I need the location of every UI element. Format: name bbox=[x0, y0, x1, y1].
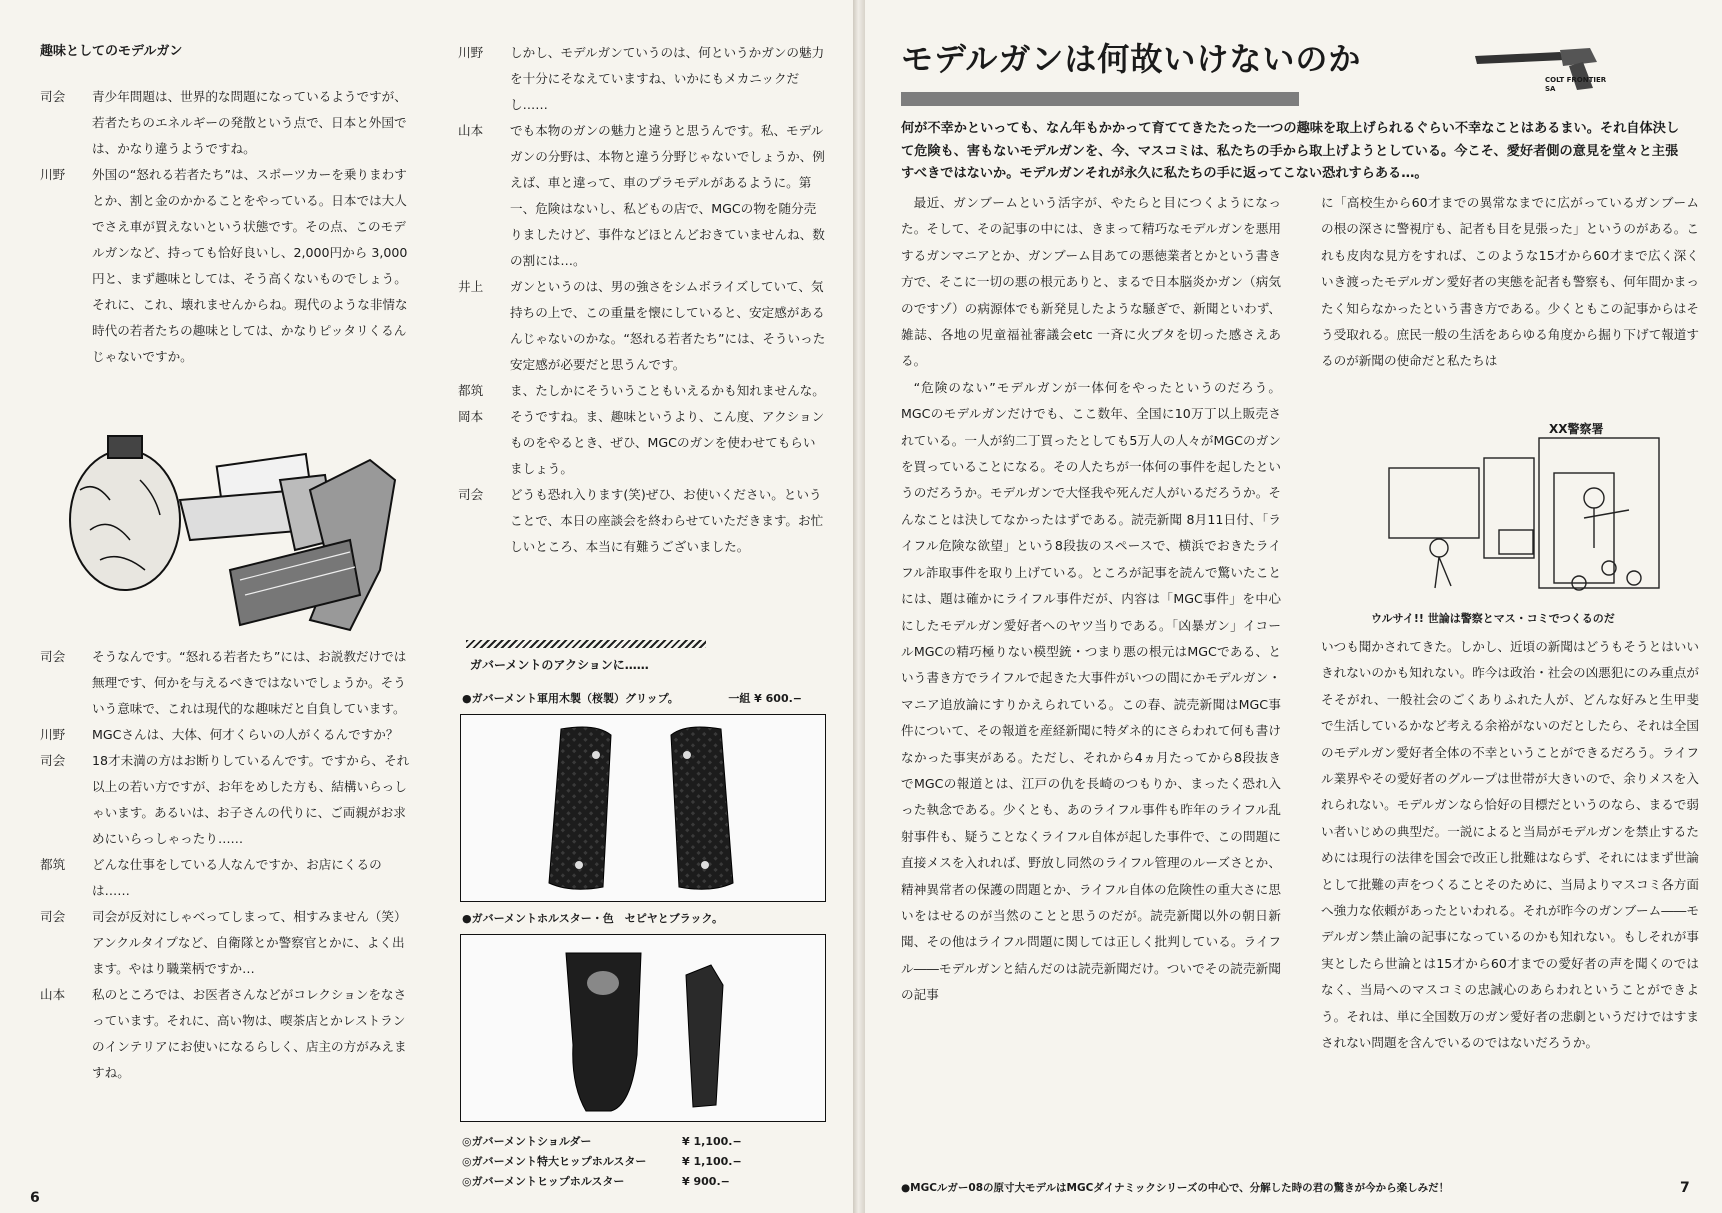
utterance: ま、たしかにそういうこともいえるかも知れませんな。 bbox=[510, 383, 825, 398]
ad-heading: ガバーメントのアクションに…… bbox=[470, 658, 649, 672]
speaker: 司会 bbox=[40, 909, 66, 924]
grip-photo-box bbox=[460, 714, 826, 902]
utterance: どうも恐れ入ります(笑)ぜひ、お使いください。ということで、本日の座談会を終わらせていただきます。お忙しいところ、本当に有難うございました。 bbox=[510, 487, 824, 554]
utterance: 私のところでは、お医者さんなどがコレクションをなさっています。それに、高い物は、喫茶店とかレストランのインテリアにお使いになるらしく、店主の方がみえますね。 bbox=[92, 987, 407, 1080]
price-row-price: ¥ 900.− bbox=[682, 1175, 730, 1188]
dialogue-column-1-top bbox=[40, 84, 410, 370]
dialogue-row bbox=[458, 274, 828, 378]
speaker: 山本 bbox=[40, 987, 66, 1002]
footer-note: ●MGCルガー08の原寸大モデルはMGCダイナミックシリーズの中心で、分解した時の君の驚きが今から楽しみだ！ bbox=[901, 1182, 1450, 1194]
right-page bbox=[865, 0, 1722, 1213]
speaker: 川野 bbox=[40, 167, 66, 182]
dialogue-row bbox=[40, 982, 410, 1086]
dialogue-row bbox=[40, 852, 410, 904]
utterance: どんな仕事をしている人なんですか、お店にくるのは…… bbox=[92, 857, 382, 898]
utterance: 青少年問題は、世界的な問題になっているようですが、若者たちのエネルギーの発散という点で、日本と外国では、かなり違うようですね。 bbox=[92, 89, 407, 156]
dialogue-row bbox=[458, 118, 828, 274]
ad-item-2-caption bbox=[462, 910, 723, 926]
paragraph: 最近、ガンブームという活字が、やたらと目につくようになった。そして、その記事の中には、きまって精巧なモデルガンを悪用するガンマニアとか、ガンブーム目あての悪徳業者とかという書き方で、そこに一切の悪の根元ありと、まるで日本脳炎かガン（病気のですゾ）の病源体でも新発見したような騒ぎで、新聞といわず、雑誌、各地の児童福祉審議会etc 一斉に火ブタを切った感さえある。 bbox=[901, 195, 1281, 369]
page-number-left: 6 bbox=[30, 1190, 40, 1206]
ad-item-1-price: 一組 ¥ 600.− bbox=[728, 692, 802, 705]
holster-photo-box bbox=[460, 934, 826, 1122]
speaker: 山本 bbox=[458, 123, 484, 138]
title-underline-bar bbox=[901, 92, 1299, 106]
dialogue-row bbox=[40, 748, 410, 852]
speaker: 都筑 bbox=[458, 383, 484, 398]
speaker: 井上 bbox=[458, 279, 484, 294]
article-column-2-bottom: いつも聞かされてきた。しかし、近頃の新聞はどうもそうとはいいきれないのかも知れない。昨今は政治・社会の凶悪犯にのみ重点がそそがれ、一般社会のごくありふれた人が、どんな好みと生甲斐で生活しているかなど考える余裕がないのだとしたら、それは全国のモデルガン愛好者全体の不幸ということができるだろう。ライフル業界やその愛好者のグループは世帯が大きいので、余りメスを入れられない。モデルガンなら恰好の目標だというのなら、まるで弱い者いじめの典型だ。一説によると当局がモデルガンを禁止するためには現行の法律を国会で改正し批難はならず、それにはまず世論として批難の声をつくることそのために、当局よりマスコミ各方面へ強力な依頼があったといわれる。それが昨今のガンブーム――モデルガン禁止論の記事になっているのかも知れない。もしそれが事実としたら世論とは15才から60才までの愛好者の声を聞くのではなく、当局へのマスコミの忠誠心のあらわれということができよう。それは、単に全国数万のガン愛好者の悲劇というだけではすまされない問題を含んでいるのではないだろうか。 bbox=[1321, 639, 1699, 1051]
price-row-name: ◎ガバーメントヒップホルスター bbox=[462, 1175, 625, 1188]
utterance: 外国の“怒れる若者たち”は、スポーツカーを乗りまわすとか、割と金のかかることをやっている。日本では大人でさえ車が買えないという状態です。その点、このモデルガンなど、持っても恰好良いし、2,000円から 3,000円と、まず趣味としては、そう高くないものでしょう。それに、これ、壊れませんからね。現代のような非情な時代の若者たちの趣味としては、かなりピッタリくるんじゃないですか。 bbox=[92, 167, 408, 364]
dialogue-row bbox=[458, 404, 828, 482]
page-number-right: 7 bbox=[1680, 1180, 1690, 1196]
price-row-name: ◎ガバーメント特大ヒップホルスター bbox=[462, 1155, 647, 1168]
dialogue-column-1-bottom bbox=[40, 644, 410, 1086]
cartoon-caption: ウルサイ!! 世論は警察とマス・コミでつくるのだ bbox=[1371, 612, 1615, 625]
model-gun-illustration bbox=[50, 420, 410, 640]
paragraph: “危険のない”モデルガンが一体何をやったというのだろう。MGCのモデルガンだけでも、ここ数年、全国に10万丁以上販売されている。一人が約二丁買ったとしても5万人の人々がMGCのガンを買っていることになる。その人たちが一体何の事件を起したというのだろうか。モデルガンで大怪我や死んだ人がいるだろうか。そんなことは決してなかったはずである。読売新聞 8月11日付、「ライフル危険な欲望」という8段抜のスペースで、横浜でおきたライフル詐取事件を取り上げている。ところが記事を読んで驚いたことには、題は確かにライフル事件だが、内容は「MGC事件」を中心にしたモデルガン愛好者へのヤツ当りである。「凶暴ガン」イコールMGCの精巧極りない模型銃・つまり悪の根元はMGCである、という書き方でライフルで起きた大事件がいつの間にかモデルガン・マニア追放論にすりかえられている。この春、読売新聞はMGC事件について、その報道を産経新聞に特ダネ的にさらわれて何も書けなかった事実がある。ただし、それから4ヵ月たってから8段抜きでMGCの報道とは、江戸の仇を長崎のつもりか、まったく恐れ入った執念である。少くとも、あのライフル事件も昨年のライフル乱射事件も、疑うことなくライフル自体が起した事件で、この問題に直接メスを入れれば、野放し同然のライフル管理のルーズさとか、精神異常者の保護の問題とか、ライフル自体の危険性の重大さに思いをはせるのが当然のことと思うのだが。読売新聞以外の朝日新聞、その他はライフル問題に関しては正しく批判している。ライフル――モデルガンと結んだのは読売新聞だけ。ついでその読売新聞の記事 bbox=[901, 379, 1282, 1003]
speaker: 司会 bbox=[40, 753, 66, 768]
utterance: 司会が反対にしゃべってしまって、相すみません（笑）アンクルタイプなど、自衛隊とか警察官とかに、よく出ます。やはり職業柄ですか… bbox=[92, 909, 407, 976]
article-column-2-top: に「高校生から60才までの異常なまでに広がっているガンブームの根の深さに警視庁も、記者も目を見張った」というのがある。これも皮肉な見方をすれば、このような15才から60才まで広く深くいき渡ったモデルガン愛好者の実態を記者も警察も、何年間かまったく知らなかったという書き方である。少くともこの記事からはそう受取れる。庶民一般の生活をあらゆる角度から掘り下げて報道するのが新聞の使命だと私たちは bbox=[1321, 195, 1699, 369]
article-title: モデルガンは何故いけないのか bbox=[901, 40, 1362, 78]
logo-text: COLT FRONTIER SA bbox=[1545, 76, 1607, 93]
left-page bbox=[0, 0, 853, 1213]
price-row-name: ◎ガバーメントショルダー bbox=[462, 1135, 592, 1148]
dialogue-column-2 bbox=[458, 40, 828, 560]
dialogue-row bbox=[458, 378, 828, 404]
dialogue-row bbox=[40, 84, 410, 162]
cartoon-sign: XX警察署 bbox=[1545, 420, 1608, 437]
article-column-1 bbox=[901, 190, 1281, 1009]
speaker: 川野 bbox=[40, 727, 66, 742]
ad-price-list bbox=[462, 1132, 762, 1192]
ad-item-1-name: ●ガバーメント軍用木製（桜製）グリップ。 bbox=[462, 692, 679, 705]
utterance: そうですね。ま、趣味というより、こん度、アクションものをやるとき、ぜひ、MGCのガンを使わせてもらいましょう。 bbox=[510, 409, 825, 476]
speaker: 司会 bbox=[40, 649, 66, 664]
utterance: ガンというのは、男の強さをシムボライズしていて、気持ちの上で、この重量を懐にしていると、安定感があるんじゃないのかな。“怒れる若者たち”には、そういった安定感が必要だと思うんです。 bbox=[510, 279, 826, 372]
dialogue-row bbox=[40, 722, 410, 748]
dialogue-row bbox=[458, 482, 828, 560]
utterance: そうなんです。“怒れる若者たち”には、お説教だけでは無理です、何かを与えるべきではないでしょうか。そういう意味で、これは現代的な趣味だと自負しています。 bbox=[92, 649, 407, 716]
grip-panels-icon bbox=[461, 715, 825, 901]
price-row-price: ¥ 1,100.− bbox=[682, 1155, 742, 1168]
speaker: 岡本 bbox=[458, 409, 484, 424]
speaker: 川野 bbox=[458, 45, 484, 60]
speaker: 司会 bbox=[458, 487, 484, 502]
price-row-price: ¥ 1,100.− bbox=[682, 1135, 742, 1148]
price-row bbox=[462, 1172, 762, 1192]
utterance: でも本物のガンの魅力と違うと思うんです。私、モデルガンの分野は、本物と違う分野じゃないでしょうか、例えば、車と違って、車のプラモデルがあるように。第一、危険はないし、私どもの店で、MGCの物を随分売りましたけど、事件などほとんどおきていませんね、数の割には…。 bbox=[510, 123, 825, 268]
utterance: しかし、モデルガンていうのは、何というかガンの魅力を十分にそなえていますね、いかにもメカニックだし…… bbox=[510, 45, 825, 112]
price-row bbox=[462, 1132, 762, 1152]
speaker: 都筑 bbox=[40, 857, 66, 872]
police-cartoon-illustration bbox=[1379, 418, 1669, 602]
dialogue-row bbox=[458, 40, 828, 118]
ad-item-1-caption bbox=[462, 690, 802, 706]
lead-paragraph: 何が不幸かといっても、なん年もかかって育ててきたたった一つの趣味を取上げられるぐらい不幸なことはあるまい。それ自体決して危険も、害もないモデルガンを、今、マスコミは、私たちの手から取上げようとしている。今こそ、愛好者側の意見を堂々と主張すべきではないか。モデルガンそれが永久に私たちの手に返ってこない恐れすらある…。 bbox=[901, 121, 1680, 182]
dialogue-row bbox=[40, 644, 410, 722]
holster-icon bbox=[461, 935, 825, 1121]
utterance: MGCさんは、大体、何才くらいの人がくるんですか？ bbox=[92, 727, 399, 742]
ad-item-2-name: ●ガバーメントホルスター・色 セピヤとブラック。 bbox=[462, 912, 724, 925]
section-title: 趣味としてのモデルガン bbox=[40, 44, 183, 59]
gutter bbox=[853, 0, 865, 1213]
dialogue-row bbox=[40, 162, 410, 370]
dialogue-row bbox=[40, 904, 410, 982]
wavy-divider bbox=[466, 640, 706, 648]
speaker: 司会 bbox=[40, 89, 66, 104]
price-row bbox=[462, 1152, 762, 1172]
utterance: 18才未満の方はお断りしているんです。ですから、それ以上の若い方ですが、お年をめした方も、結構いらっしゃいます。あるいは、お子さんの代りに、ご両親がお求めにいらっしゃったり…… bbox=[92, 753, 410, 846]
